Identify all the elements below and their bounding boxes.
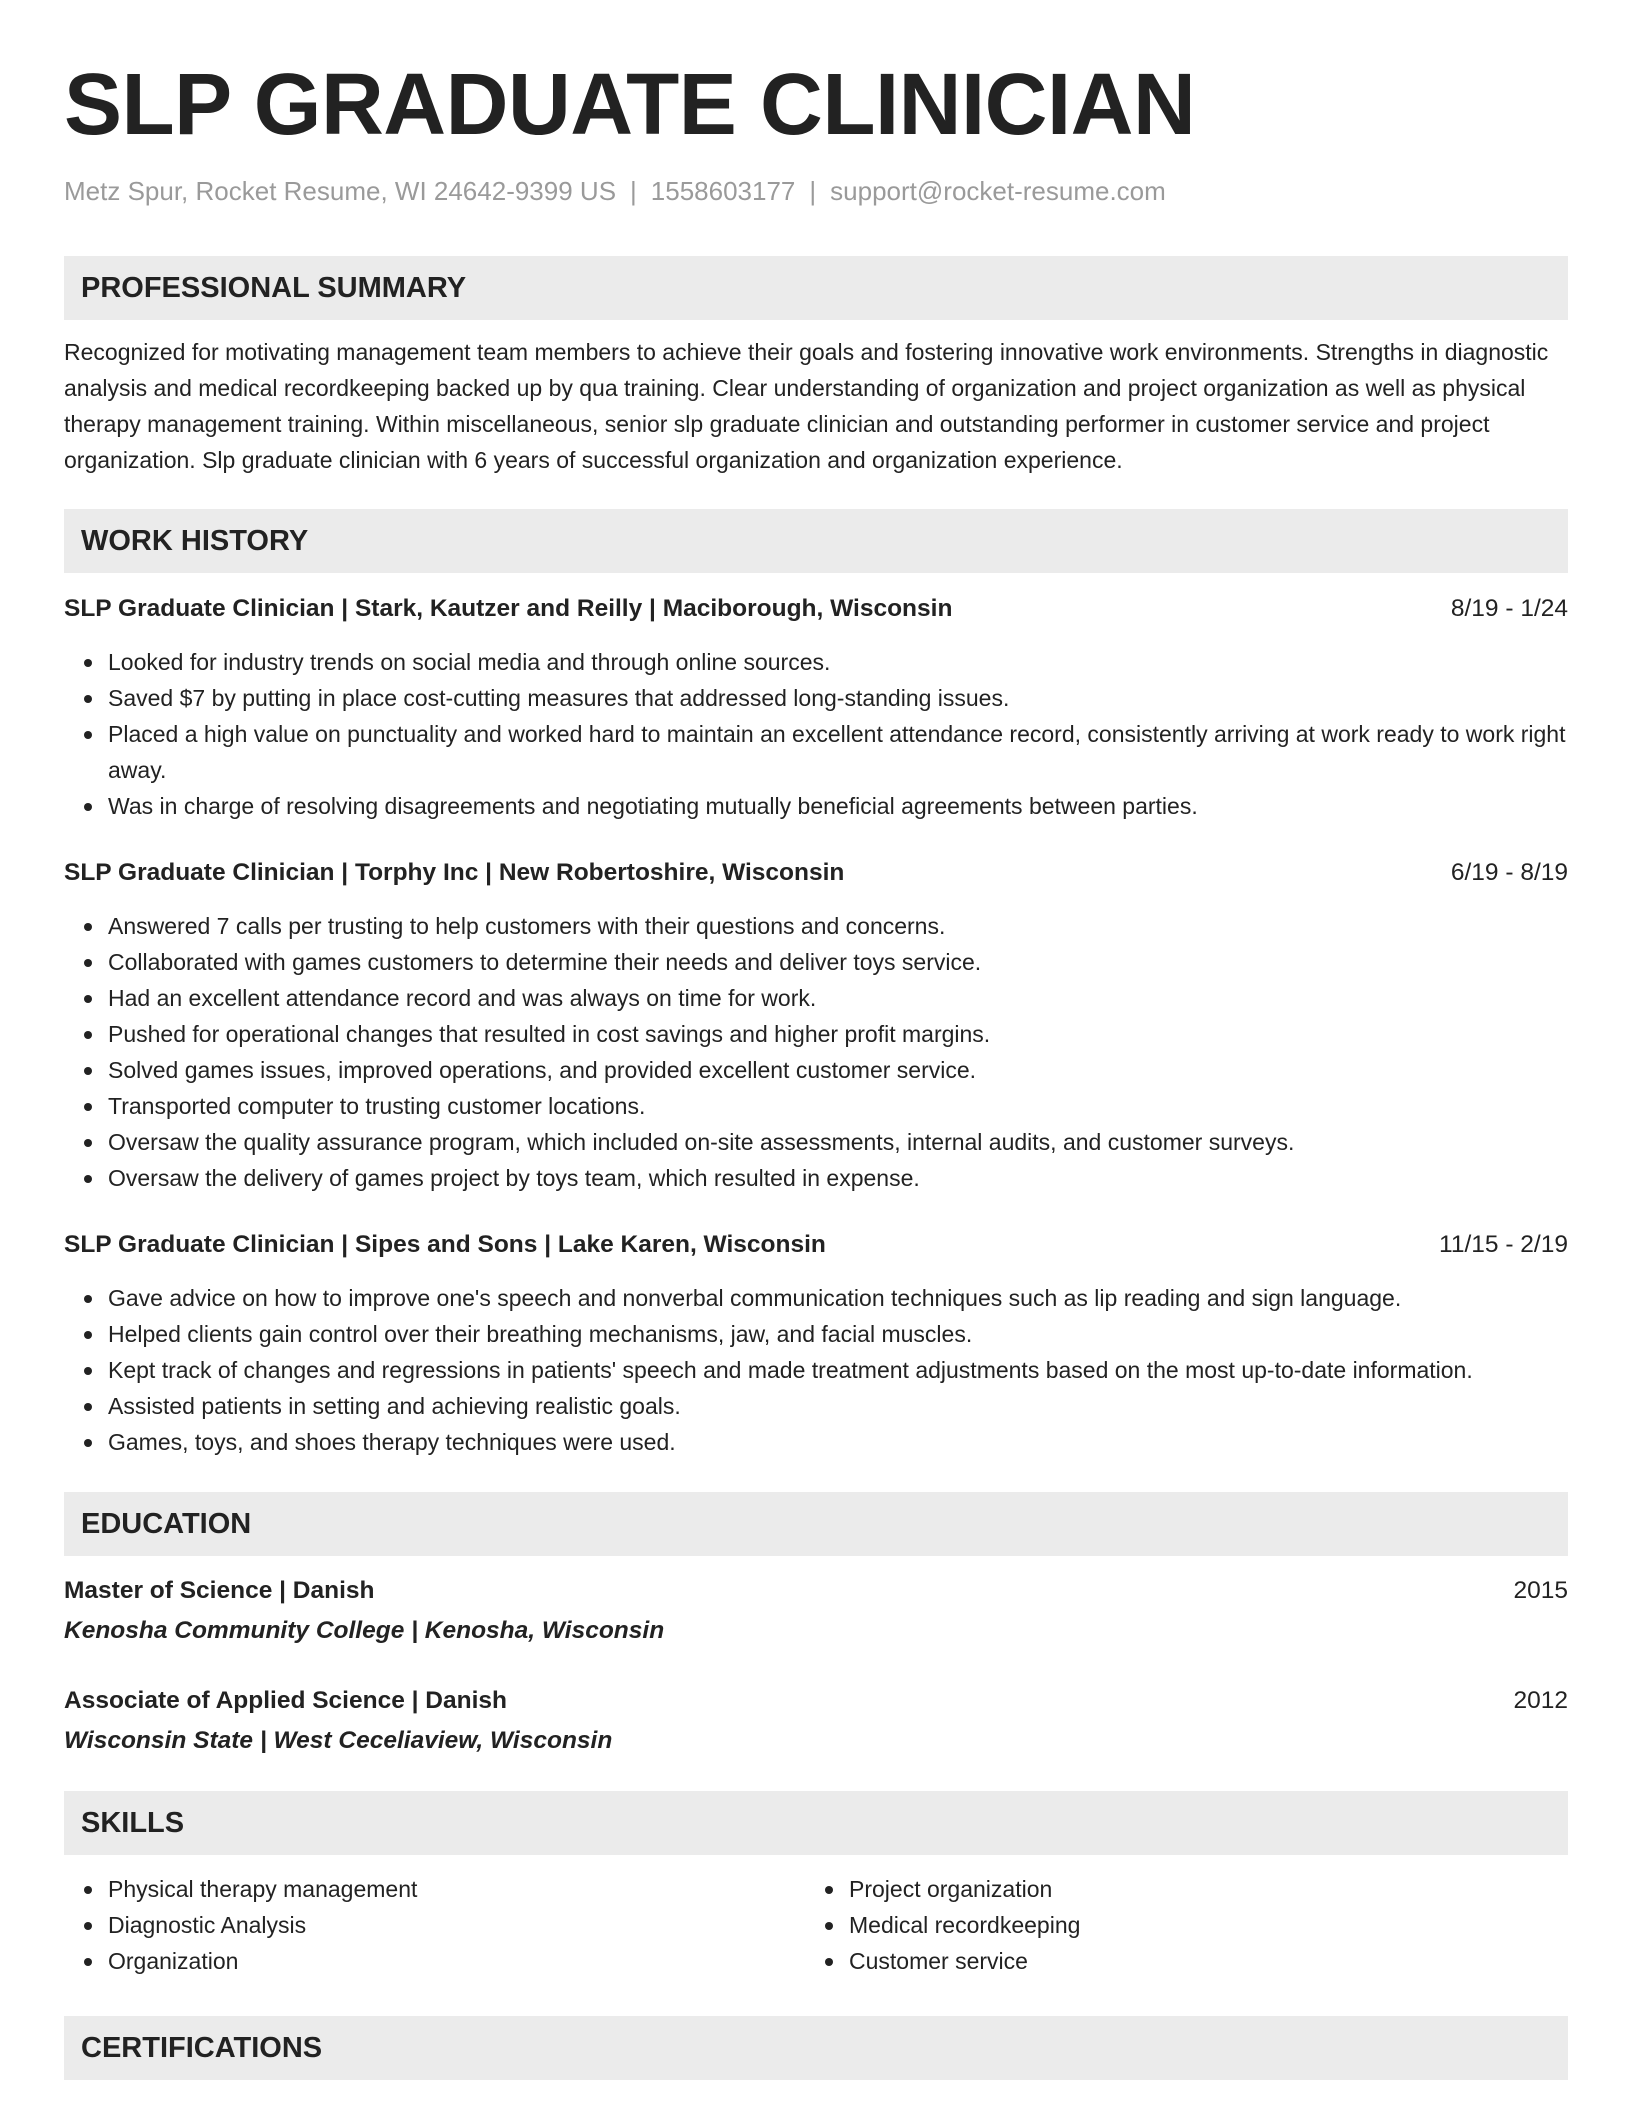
job-header — [64, 592, 1568, 626]
job-bullets — [64, 1280, 1568, 1460]
summary-heading: PROFESSIONAL SUMMARY — [64, 256, 1568, 320]
job-bullet: Had an excellent attendance record and was always on time for work. — [108, 980, 1568, 1016]
education-entry — [64, 1684, 1568, 1758]
job-entry — [64, 856, 1568, 1196]
job-bullets — [64, 644, 1568, 824]
job-title: SLP Graduate Clinician | Torphy Inc | New Robertoshire, Wisconsin — [64, 859, 845, 886]
skills-list — [64, 1871, 805, 1979]
candidate-name: SLP GRADUATE CLINICIAN — [64, 56, 1196, 153]
job-bullet: Saved $7 by putting in place cost-cutting measures that addressed long-standing issues. — [108, 680, 1568, 716]
summary-text: Recognized for motivating management team members to achieve their goals and fostering innovative work environments. Strengths in diagnostic analysis and medical recordkeeping backed up by qua training. Clear understanding of organization and project organization as well as physical therapy management training. Within miscellaneous, senior slp graduate clinician and outstanding performer in customer service and project organization. Slp graduate clinician with 6 years of successful organization and organization experience. — [64, 339, 1549, 473]
job-bullet: Collaborated with games customers to determine their needs and deliver toys service. — [108, 944, 1568, 980]
job-bullet: Helped clients gain control over their breathing mechanisms, jaw, and facial muscles. — [108, 1316, 1568, 1352]
education-year: 2015 — [1513, 1577, 1568, 1604]
job-bullet: Pushed for operational changes that resulted in cost savings and higher profit margins. — [108, 1016, 1568, 1052]
job-dates: 11/15 - 2/19 — [1439, 1231, 1568, 1258]
skill-item: Organization — [108, 1943, 805, 1979]
job-title: SLP Graduate Clinician | Sipes and Sons | Lake Karen, Wisconsin — [64, 1231, 826, 1258]
education-entry — [64, 1574, 1568, 1648]
job-bullet: Assisted patients in setting and achieving realistic goals. — [108, 1388, 1568, 1424]
skills-column-left — [64, 1871, 805, 1979]
skill-item: Physical therapy management — [108, 1871, 805, 1907]
job-bullet: Answered 7 calls per trusting to help customers with their questions and concerns. — [108, 908, 1568, 944]
job-header — [64, 1228, 1568, 1262]
job-bullet: Oversaw the quality assurance program, which included on-site assessments, internal audits, and customer surveys. — [108, 1124, 1568, 1160]
education-row — [64, 1574, 1568, 1608]
job-bullet: Gave advice on how to improve one's speech and nonverbal communication techniques such as lip reading and sign language. — [108, 1280, 1568, 1316]
job-entry — [64, 1228, 1568, 1460]
job-dates: 8/19 - 1/24 — [1450, 595, 1568, 622]
job-bullet: Kept track of changes and regressions in patients' speech and made treatment adjustments based on the most up-to-date information. — [108, 1352, 1568, 1388]
education-heading: EDUCATION — [64, 1492, 1568, 1556]
education-year: 2012 — [1513, 1687, 1568, 1714]
certifications-heading: CERTIFICATIONS — [64, 2016, 1568, 2080]
skill-item: Customer service — [849, 1943, 1546, 1979]
job-bullet: Solved games issues, improved operations, and provided excellent customer service. — [108, 1052, 1568, 1088]
job-title: SLP Graduate Clinician | Stark, Kautzer and Reilly | Maciborough, Wisconsin — [64, 595, 953, 622]
skill-item: Diagnostic Analysis — [108, 1907, 805, 1943]
education-school: Kenosha Community College | Kenosha, Wisconsin — [64, 1617, 665, 1644]
job-entry — [64, 592, 1568, 824]
work-history-heading: WORK HISTORY — [64, 509, 1568, 573]
contact-address: Metz Spur, Rocket Resume, WI 24642-9399 US — [64, 176, 617, 206]
job-bullets — [64, 908, 1568, 1196]
contact-email[interactable]: support@rocket-resume.com — [830, 176, 1166, 206]
job-bullet: Was in charge of resolving disagreements and negotiating mutually beneficial agreements between parties. — [108, 788, 1568, 824]
job-bullet: Transported computer to trusting customer locations. — [108, 1088, 1568, 1124]
job-bullet: Games, toys, and shoes therapy techniques were used. — [108, 1424, 1568, 1460]
job-bullet: Oversaw the delivery of games project by toys team, which resulted in expense. — [108, 1160, 1568, 1196]
job-header — [64, 856, 1568, 890]
skill-item: Medical recordkeeping — [849, 1907, 1546, 1943]
education-school: Wisconsin State | West Ceceliaview, Wisconsin — [64, 1727, 613, 1754]
job-bullet: Placed a high value on punctuality and worked hard to maintain an excellent attendance record, consistently arriving at work ready to work right away. — [108, 716, 1568, 788]
skills-list — [805, 1871, 1546, 1979]
contact-line — [64, 178, 1568, 204]
skill-item: Project organization — [849, 1871, 1546, 1907]
contact-phone[interactable]: 1558603177 — [650, 176, 796, 206]
skills-grid — [64, 1871, 1568, 1979]
contact-separator: | — [809, 176, 817, 206]
education-degree: Associate of Applied Science | Danish — [64, 1687, 507, 1714]
education-row — [64, 1684, 1568, 1718]
skills-column-right — [805, 1871, 1546, 1979]
skills-heading: SKILLS — [64, 1791, 1568, 1855]
contact-separator: | — [630, 176, 637, 206]
job-bullet: Looked for industry trends on social media and through online sources. — [108, 644, 1568, 680]
education-degree: Master of Science | Danish — [64, 1577, 375, 1604]
job-dates: 6/19 - 8/19 — [1450, 859, 1568, 886]
